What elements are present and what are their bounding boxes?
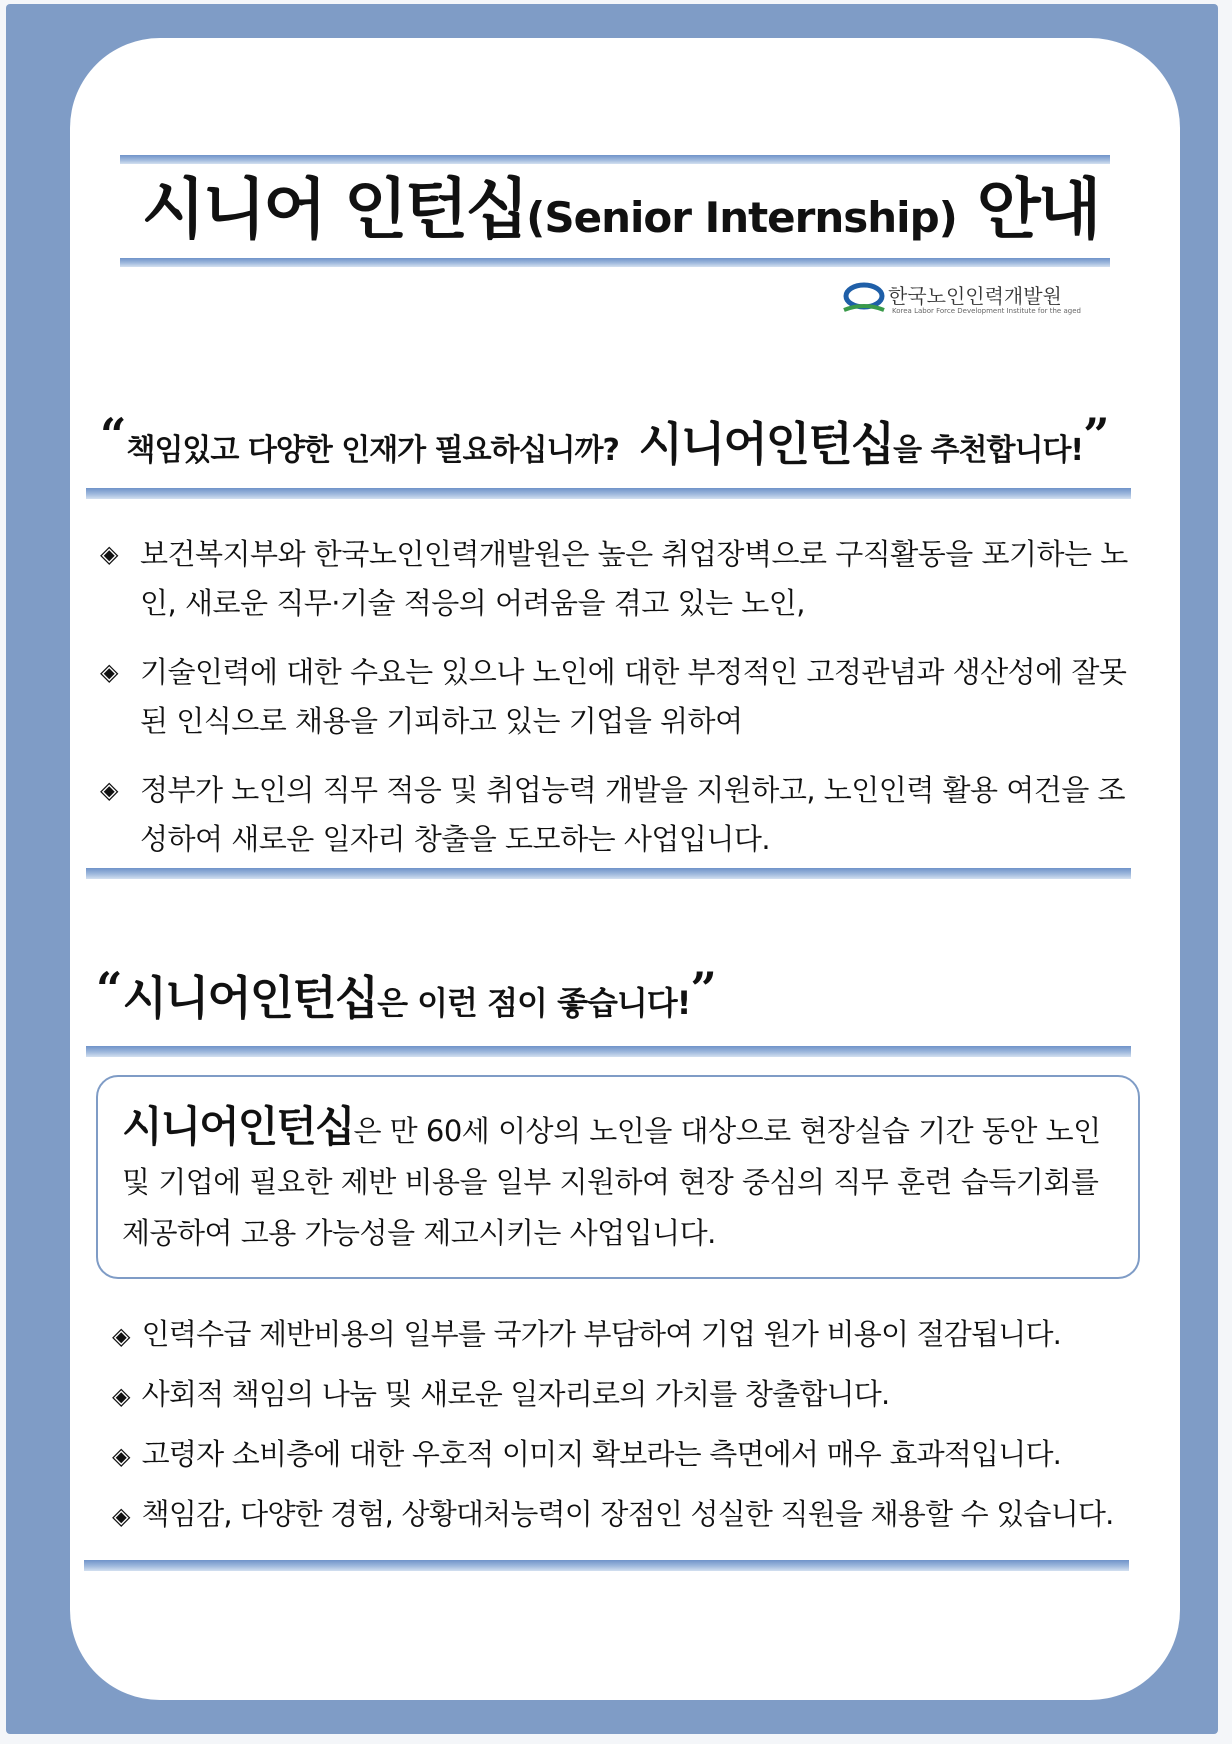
benefit-text: 책임감, 다양한 경험, 상황대처능력이 장점인 성실한 직원을 채용할 수 있습니다. (141, 1497, 1114, 1531)
bullet-diamond-icon: ◈ (112, 1502, 130, 1530)
headline-emphasis: 시니어인턴십 (638, 417, 894, 471)
intro-bullet-text: 보건복지부와 한국노인인력개발원은 높은 취업장벽으로 구직활동을 포기하는 노인, 새로운 직무·기술 적응의 어려움을 겪고 있는 노인, (140, 537, 1128, 620)
bullet-diamond-icon: ◈ (112, 1382, 130, 1410)
intro-bullet (100, 530, 1140, 628)
program-description-text: 은 만 60세 이상의 노인을 대상으로 현장실습 기간 동안 노인 및 기업에 필요한 제반 비용을 일부 지원하여 현장 중심의 직무 훈련 습득기회를 제공하여 고용 가능성을 제고시키는 사업입니다. (122, 1114, 1101, 1250)
program-description (122, 1101, 1122, 1259)
benefit-item (112, 1492, 1152, 1533)
organization-logo (842, 280, 1102, 324)
headline2-emphasis: 시니어인턴십 (122, 971, 378, 1025)
program-description-box (96, 1075, 1140, 1279)
title-ko-end: 안내 (956, 171, 1099, 248)
benefit-item (112, 1312, 1152, 1353)
benefit-text: 인력수급 제반비용의 일부를 국가가 부담하여 기업 원가 비용이 절감됩니다. (141, 1317, 1062, 1351)
page-title (120, 170, 1120, 258)
bullet-diamond-icon: ◈ (100, 540, 118, 568)
headline-recommend (100, 408, 1110, 474)
headline-benefits (96, 962, 717, 1028)
headline2-text: 은 이런 점이 좋습니다! (377, 984, 691, 1022)
intro-bullet-text: 기술인력에 대한 수요는 있으나 노인에 대한 부정적인 고정관념과 생산성에 잘못된 인식으로 채용을 기피하고 있는 기업을 위하여 (140, 655, 1127, 738)
title-ko-main: 시니어 인턴십 (141, 171, 527, 248)
bullet-diamond-icon: ◈ (100, 658, 118, 686)
title-top-rule (120, 155, 1110, 164)
section2-bottom-rule (84, 1560, 1129, 1571)
benefit-item (112, 1372, 1152, 1413)
logo-subtitle: Korea Labor Force Development Institute for the aged (892, 307, 1081, 315)
section1-bottom-rule (86, 868, 1131, 879)
title-bottom-rule (120, 258, 1110, 267)
section2-top-rule (86, 1046, 1131, 1057)
benefit-text: 사회적 책임의 나눔 및 새로운 일자리로의 가치를 창출합니다. (141, 1377, 890, 1411)
program-description-lead: 시니어인턴십 (122, 1102, 354, 1151)
title-en: (Senior Internship) (526, 193, 957, 242)
intro-bullet (100, 766, 1140, 864)
section1-top-rule (86, 488, 1131, 499)
headline-recommend-text: 을 추천합니다! (893, 433, 1084, 468)
close-quote: ” (1083, 408, 1110, 462)
open-quote: “ (100, 408, 127, 462)
benefit-text: 고령자 소비층에 대한 우호적 이미지 확보라는 측면에서 매우 효과적입니다. (141, 1437, 1062, 1471)
bullet-diamond-icon: ◈ (112, 1442, 130, 1470)
bullet-diamond-icon: ◈ (112, 1322, 130, 1350)
logo-swirl-icon (842, 280, 886, 320)
headline-question: 책임있고 다양한 인재가 필요하십니까? (126, 433, 619, 468)
intro-bullet-text: 정부가 노인의 직무 적응 및 취업능력 개발을 지원하고, 노인인력 활용 여건을 조성하여 새로운 일자리 창출을 도모하는 사업입니다. (140, 773, 1126, 856)
benefit-item (112, 1432, 1152, 1473)
intro-bullet (100, 648, 1140, 746)
open-quote: “ (96, 962, 123, 1016)
bullet-diamond-icon: ◈ (100, 776, 118, 804)
close-quote: ” (690, 962, 717, 1016)
logo-name: 한국노인인력개발원 (888, 284, 1062, 308)
